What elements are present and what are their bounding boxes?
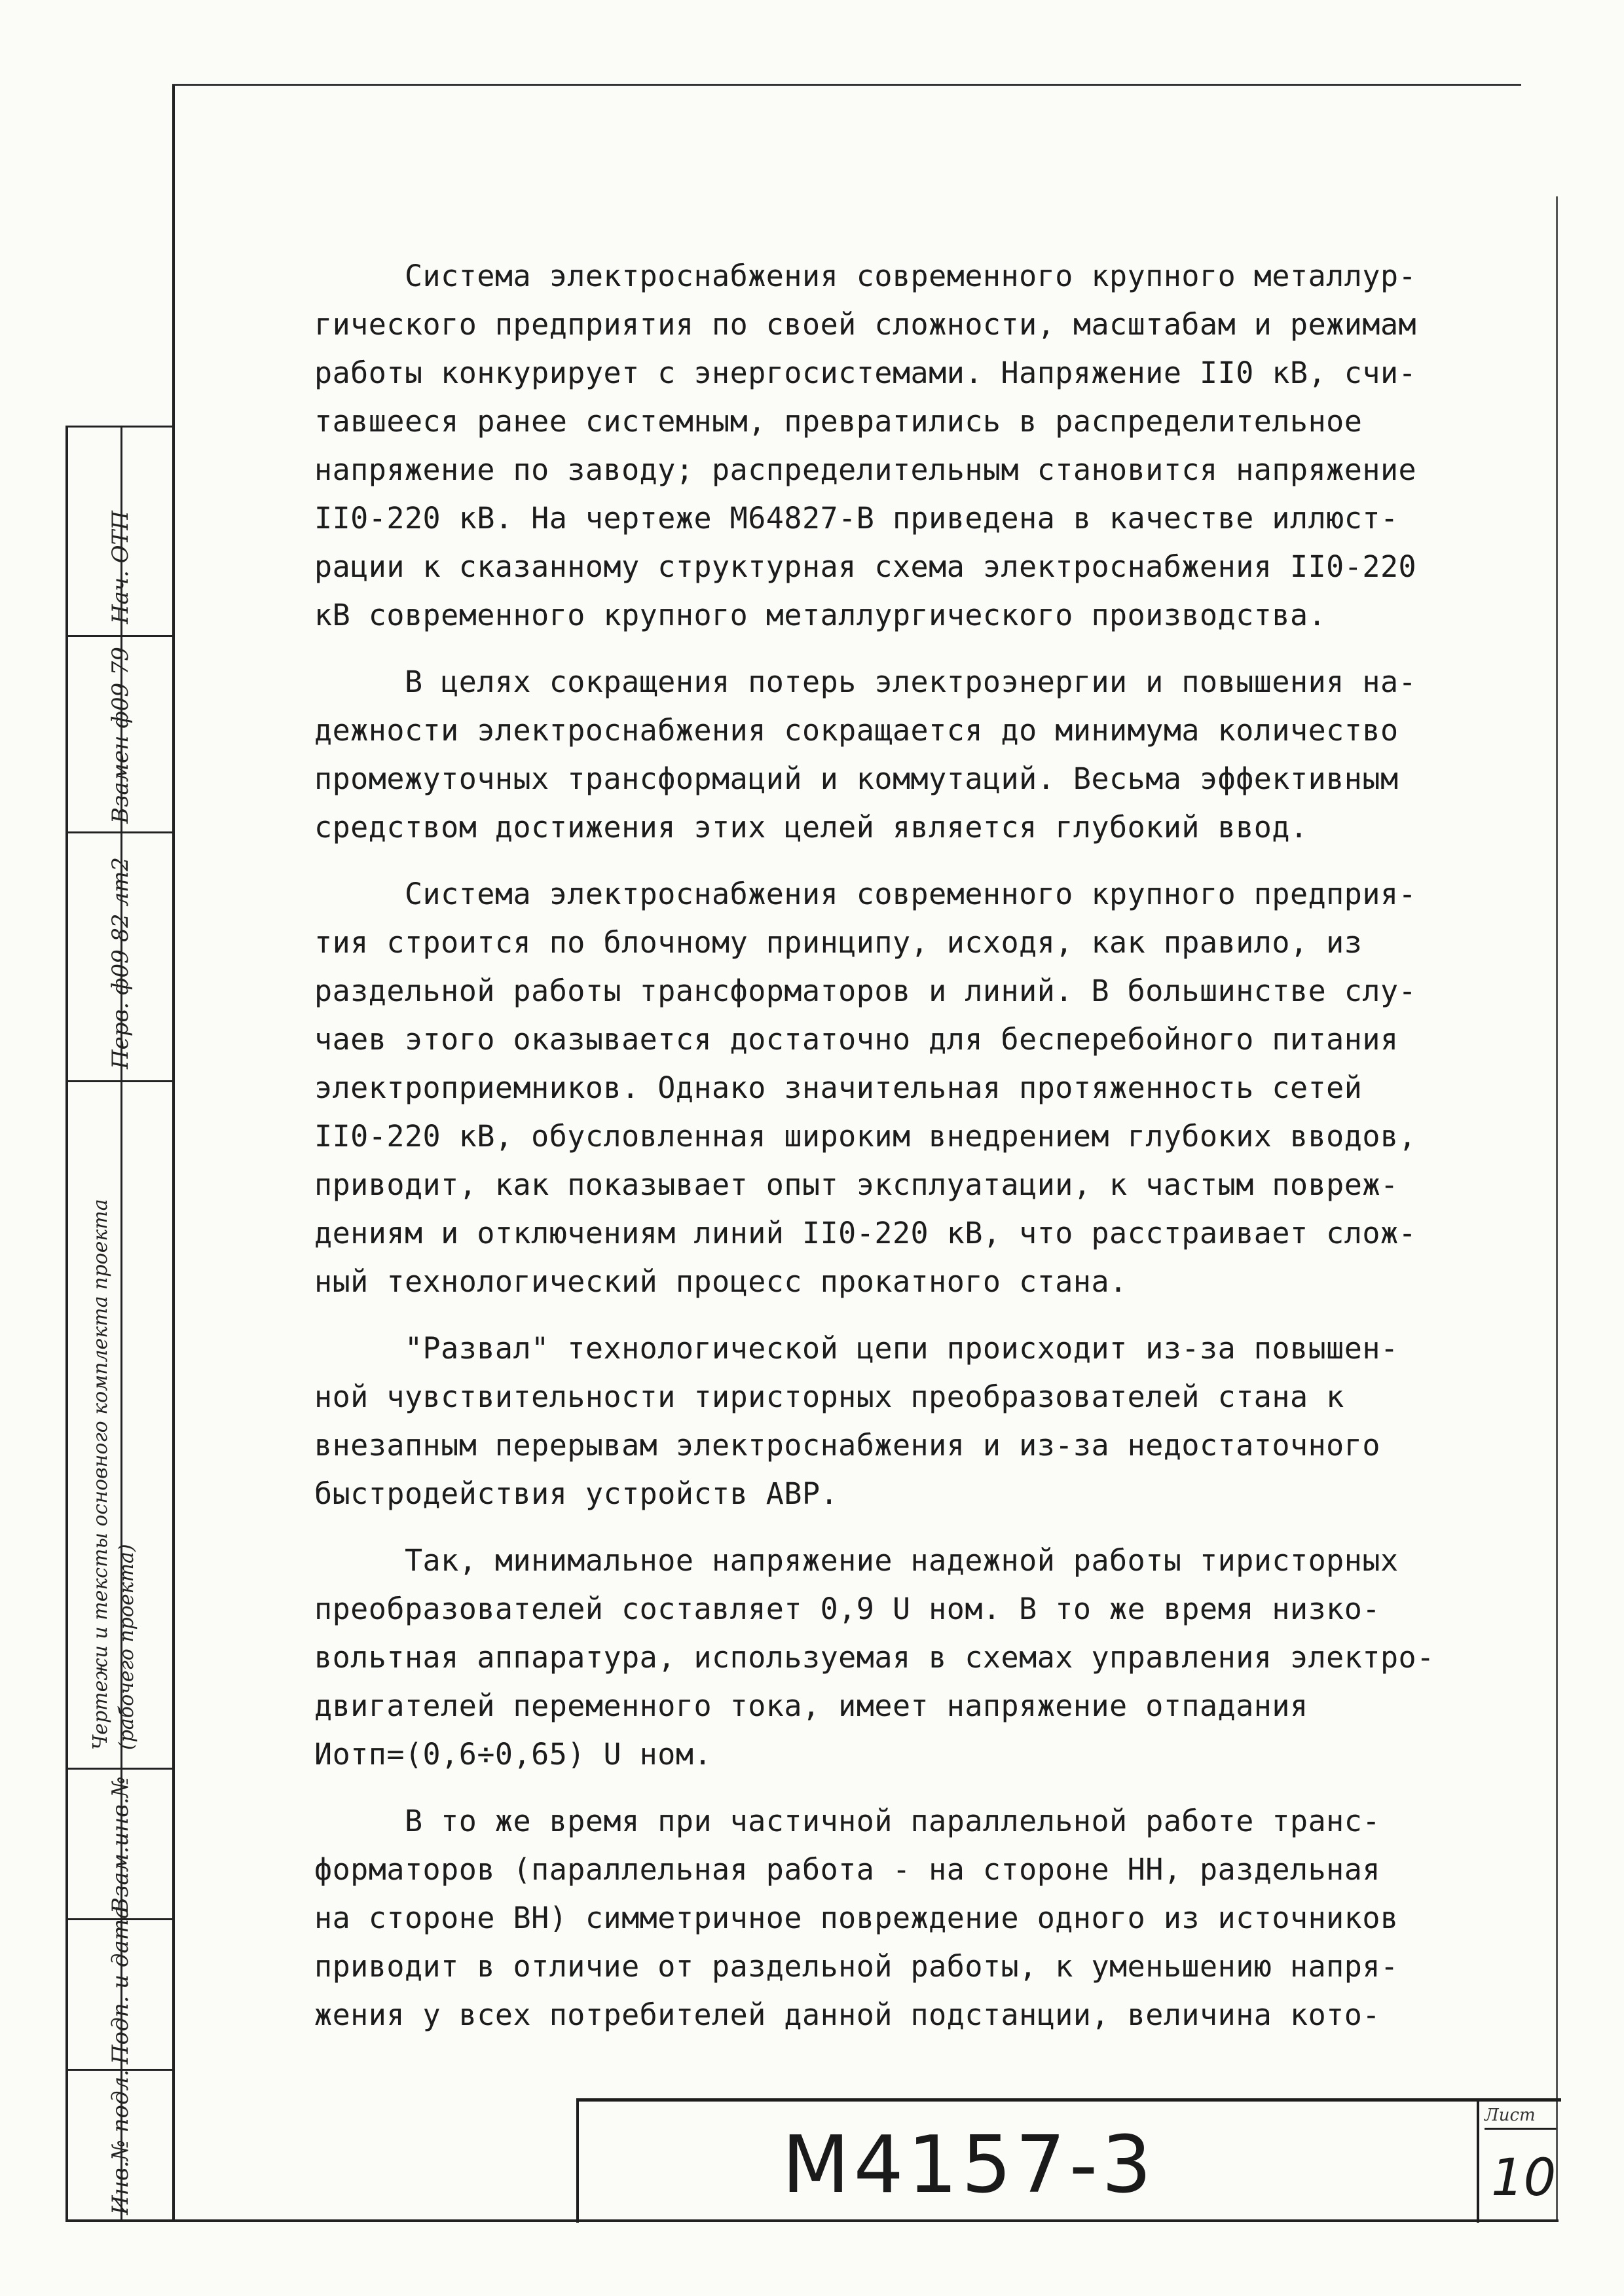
text-line: дениям и отключениям линий II0-220 кВ, что расстраивает слож- bbox=[314, 1216, 1417, 1250]
text-line: рации к сказанному структурная схема электроснабжения II0-220 bbox=[314, 549, 1417, 584]
sheet-box bbox=[1477, 2102, 1561, 2223]
text-line: работы конкурирует с энергосистемами. Напряжение II0 кВ, счи- bbox=[314, 355, 1417, 390]
stamp-label: Взамен ф09-79 bbox=[107, 647, 134, 824]
text-line: промежуточных трансформаций и коммутаций. Весьма эффективным bbox=[314, 761, 1399, 796]
sheet-number: 10 bbox=[1491, 2149, 1557, 2208]
stamp-label: Взам.инв.№ bbox=[107, 1776, 134, 1914]
paragraph bbox=[314, 870, 1526, 1306]
text-line: гического предприятия по своей сложности, масштабам и режимам bbox=[314, 307, 1417, 342]
text-line: В то же время при частичной параллельной работе транс- bbox=[314, 1804, 1380, 1838]
text-line: средством достижения этих целей является глубокий ввод. bbox=[314, 810, 1308, 845]
text-line: приводит в отличие от раздельной работы, к уменьшению напря- bbox=[314, 1949, 1399, 1984]
text-line: чаев этого оказывается достаточно для бесперебойного питания bbox=[314, 1022, 1399, 1057]
frame-top-border bbox=[172, 84, 1521, 86]
text-line: форматоров (параллельная работа - на стороне НН, раздельная bbox=[314, 1852, 1380, 1887]
title-block bbox=[576, 2098, 1561, 2223]
text-line: Система электроснабжения современного крупного металлур- bbox=[314, 259, 1417, 293]
text-line: тавшееся ранее системным, превратились в распределительное bbox=[314, 404, 1363, 439]
text-line: двигателей переменного тока, имеет напряжение отпадания bbox=[314, 1688, 1308, 1723]
paragraph bbox=[314, 1324, 1526, 1518]
text-line: тия строится по блочному принципу, исходя, как правило, из bbox=[314, 925, 1363, 960]
text-line: кВ современного крупного металлургического производства. bbox=[314, 598, 1327, 632]
text-line: напряжение по заводу; распределительным становится напряжение bbox=[314, 452, 1417, 487]
text-line: ной чувствительности тиристорных преобразователей стана к bbox=[314, 1379, 1344, 1414]
text-line: дежности электроснабжения сокращается до минимума количество bbox=[314, 713, 1399, 748]
text-line: Иотп=(0,6÷0,65) U ном. bbox=[314, 1737, 712, 1772]
stamp-label: Нач. ОТП bbox=[107, 511, 134, 624]
text-line: приводит, как показывает опыт эксплуатации, к частым повреж- bbox=[314, 1167, 1399, 1202]
text-line: преобразователей составляет 0,9 U ном. В то же время низко- bbox=[314, 1592, 1380, 1626]
text-line: электроприемников. Однако значительная протяженность сетей bbox=[314, 1070, 1363, 1105]
text-line: быстродействия устройств АВР. bbox=[314, 1476, 839, 1511]
text-line: вольтная аппаратура, используемая в схемах управления электро- bbox=[314, 1640, 1435, 1675]
paragraph bbox=[314, 252, 1526, 640]
text-line: II0-220 кВ, обусловленная широким внедрением глубоких вводов, bbox=[314, 1119, 1417, 1154]
text-line: Так, минимальное напряжение надежной работы тиристорных bbox=[314, 1543, 1399, 1578]
text-line: внезапным перерывам электроснабжения и из-за недостаточного bbox=[314, 1428, 1380, 1463]
text-line: В целях сокращения потерь электроэнергии и повышения на- bbox=[314, 665, 1417, 699]
paragraph bbox=[314, 1797, 1526, 2039]
text-line: раздельной работы трансформаторов и линий. В большинстве слу- bbox=[314, 974, 1417, 1008]
text-line: жения у всех потребителей данной подстанции, величина кото- bbox=[314, 1997, 1380, 2032]
paragraph bbox=[314, 658, 1526, 852]
stamp-label: Инв.№ подл. bbox=[107, 2069, 134, 2215]
left-stamp-column bbox=[65, 426, 175, 2221]
document-body bbox=[314, 252, 1526, 2058]
stamp-label: Перв. ф09-82 лт2 bbox=[107, 857, 134, 1069]
text-line: "Развал" технологической цепи происходит из-за повышен- bbox=[314, 1331, 1399, 1366]
paragraph bbox=[314, 1537, 1526, 1779]
text-line: Система электроснабжения современного крупного предприя- bbox=[314, 877, 1417, 911]
frame-right-border bbox=[1556, 196, 1558, 2219]
stamp-label: Подп. и дата bbox=[107, 1905, 134, 2064]
stamp-column-divider bbox=[120, 428, 122, 2221]
text-line: II0-220 кВ. На чертеже М64827-В приведена в качестве иллюст- bbox=[314, 501, 1399, 536]
text-line: ный технологический процесс прокатного стана. bbox=[314, 1264, 1128, 1299]
sheet-label: Лист bbox=[1485, 2105, 1557, 2130]
stamp-label: Чертежи и тексты основного комплекта проекта (рабочего проекта) bbox=[89, 1199, 138, 1750]
text-line: на стороне ВН) симметричное повреждение одного из источников bbox=[314, 1901, 1399, 1935]
document-code: М4157-3 bbox=[782, 2120, 1156, 2211]
